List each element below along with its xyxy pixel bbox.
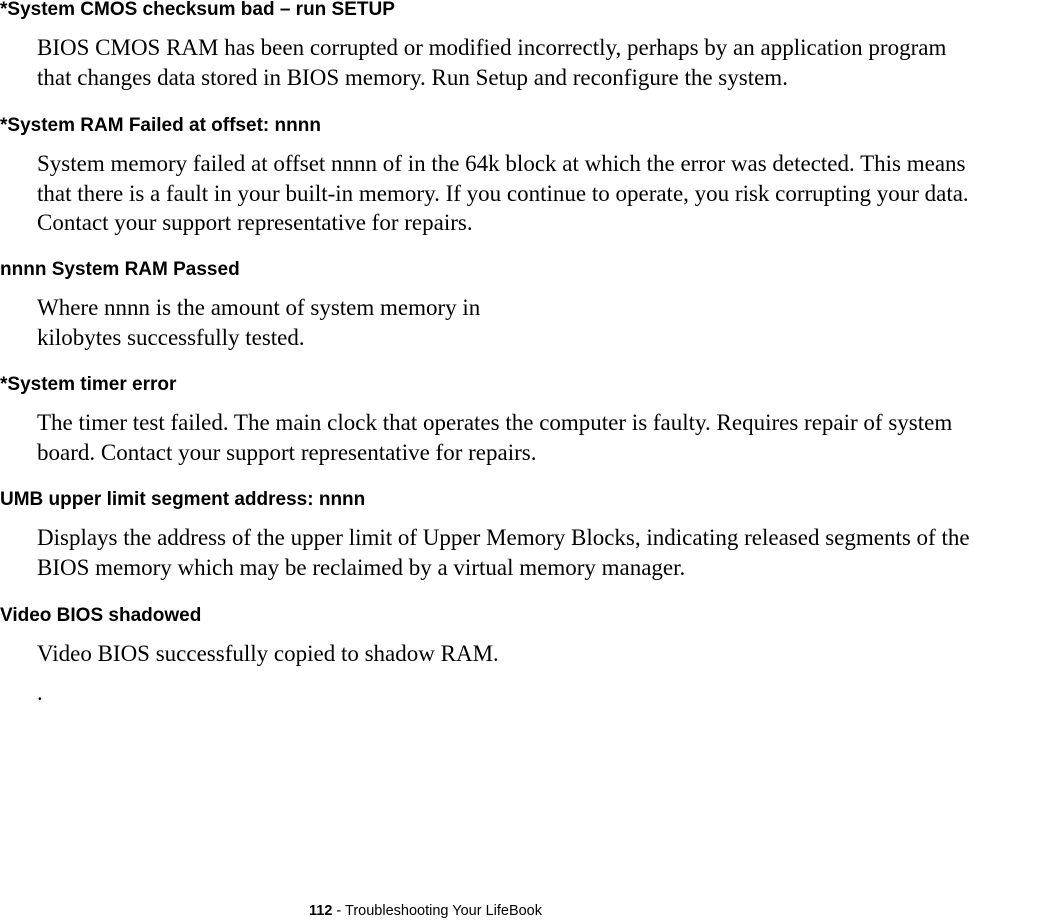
- entry-term: nnnn System RAM Passed: [0, 259, 240, 280]
- entry-term: *System timer error: [0, 374, 177, 395]
- entry-description: [37, 149, 1038, 238]
- description-line: .: [37, 679, 43, 705]
- entry-term: Video BIOS shadowed: [0, 605, 202, 626]
- entry-term: *System RAM Failed at offset: nnnn: [0, 115, 321, 136]
- description-line: BIOS CMOS RAM has been corrupted or modified incorrectly, perhaps by an application program: [37, 35, 947, 60]
- entry-cmos-checksum: [0, 0, 1038, 92]
- entry-term: UMB upper limit segment address: nnnn: [0, 489, 366, 510]
- description-line: BIOS memory which may be reclaimed by a virtual memory manager.: [37, 554, 686, 580]
- entry-description: [37, 639, 1038, 707]
- description-line: The timer test failed. The main clock that operates the computer is faulty. Requires repair of system: [37, 410, 953, 435]
- description-line: that changes data stored in BIOS memory. Run Setup and reconfigure the system.: [37, 64, 788, 90]
- footer-separator: -: [332, 903, 346, 919]
- page-footer: [309, 902, 542, 920]
- entry-umb-limit: [0, 488, 1038, 582]
- entry-description: [37, 408, 1038, 467]
- entry-timer-error: [0, 373, 1038, 467]
- description-line: board. Contact your support representative for repairs.: [37, 439, 537, 465]
- description-line: Displays the address of the upper limit of Upper Memory Blocks, indicating released segments of the: [37, 525, 970, 550]
- entry-description: [37, 33, 1038, 92]
- page-number: 112: [309, 903, 333, 919]
- description-line: System memory failed at offset nnnn of in the 64k block at which the error was detected. This means: [37, 151, 966, 176]
- footer-title: Troubleshooting Your LifeBook: [345, 903, 542, 919]
- entry-description: [37, 523, 1038, 582]
- description-line: Contact your support representative for repairs.: [37, 210, 473, 235]
- description-line: Where nnnn is the amount of system memory in: [37, 295, 481, 320]
- entry-term: *System CMOS checksum bad – run SETUP: [0, 0, 395, 20]
- entry-video-bios: [0, 604, 1038, 707]
- entry-description: [37, 293, 1038, 352]
- entry-ram-failed: [0, 114, 1038, 238]
- description-line: kilobytes successfully tested.: [37, 324, 305, 350]
- entry-ram-passed: [0, 258, 1038, 352]
- description-line: Video BIOS successfully copied to shadow RAM.: [37, 641, 499, 666]
- description-line: that there is a fault in your built-in memory. If you continue to operate, you risk corrupting your data.: [37, 180, 969, 206]
